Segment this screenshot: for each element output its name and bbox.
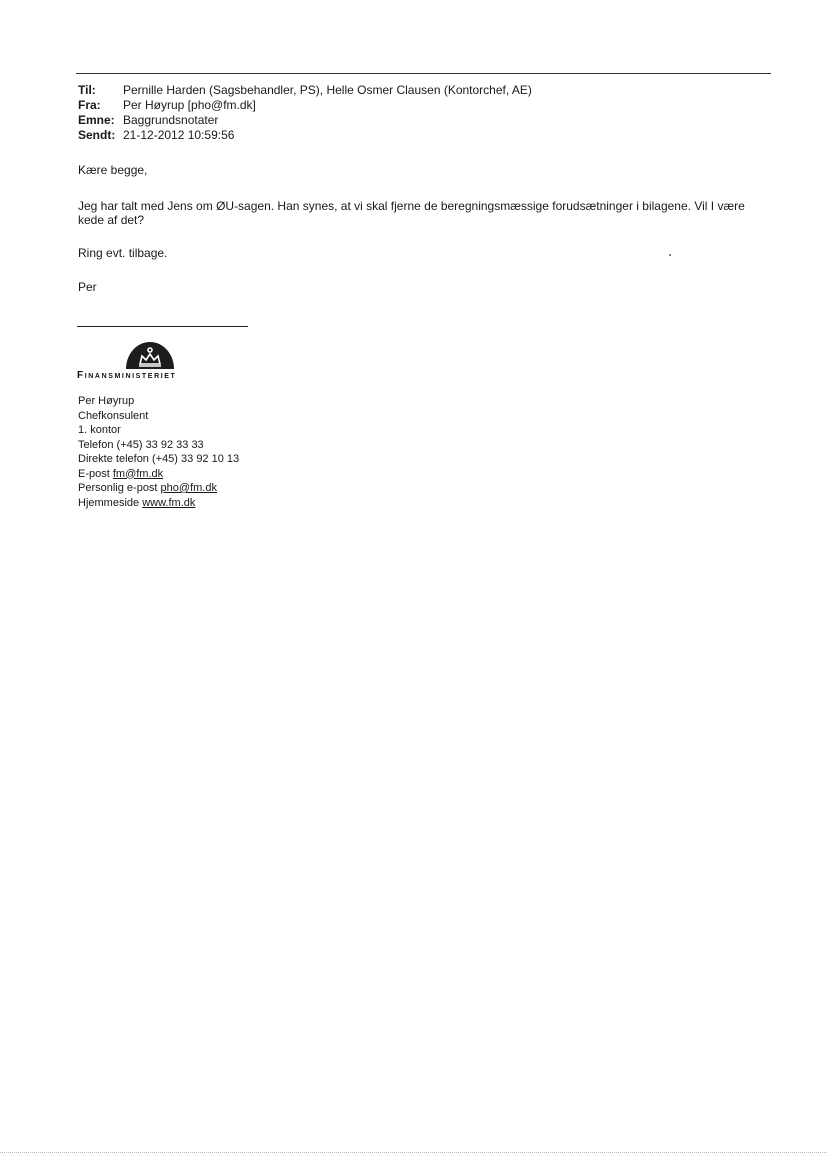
header-to-label: Til: — [78, 83, 96, 97]
email-ring-back: Ring evt. tilbage. — [78, 246, 168, 260]
scan-edge-line — [0, 1152, 827, 1153]
header-subject-value: Baggrundsnotater — [123, 113, 219, 127]
signature-phone: Telefon (+45) 33 92 33 33 — [78, 438, 204, 451]
signature-website-link[interactable]: www.fm.dk — [142, 496, 196, 509]
signature-divider — [77, 326, 248, 327]
signature-email-row — [78, 467, 239, 482]
email-headers — [78, 83, 532, 143]
signature-title: Chefkonsulent — [78, 409, 149, 422]
email-paragraph: Jeg har talt med Jens om ØU-sagen. Han synes, at vi skal fjerne de beregningsmæssige forudsætninger i bilagene. Vil I være kede af det? — [78, 199, 745, 227]
signature-personal-email-label: Personlig e-post — [78, 482, 161, 494]
signature-block — [78, 394, 239, 510]
signature-direct-phone: Direkte telefon (+45) 33 92 10 13 — [78, 453, 240, 465]
header-to-value: Pernille Harden (Sagsbehandler, PS), Helle Osmer Clausen (Kontorchef, AE) — [123, 83, 532, 97]
email-sign-off: Per — [78, 280, 97, 294]
header-sent — [78, 128, 532, 143]
header-subject-label: Emne: — [78, 113, 115, 127]
header-from-value: Per Høyrup [pho@fm.dk] — [123, 98, 256, 112]
crown-icon — [124, 338, 176, 370]
signature-personal-email-row — [78, 481, 239, 496]
ministry-logo-text: Finansministeriet — [77, 370, 177, 381]
signature-office: 1. kontor — [78, 424, 121, 436]
email-greeting: Kære begge, — [78, 163, 148, 177]
header-sent-value: 21-12-2012 10:59:56 — [123, 128, 235, 142]
header-sent-label: Sendt: — [78, 128, 116, 142]
signature-email-label: E-post — [78, 467, 113, 480]
signature-name: Per Høyrup — [78, 395, 135, 407]
header-from — [78, 98, 532, 113]
header-divider — [76, 73, 771, 74]
scan-speck — [669, 254, 671, 256]
signature-email-link[interactable]: fm@fm.dk — [112, 467, 164, 480]
header-to — [78, 83, 532, 98]
signature-personal-email-link[interactable]: pho@fm.dk — [160, 482, 217, 494]
signature-website-label: Hjemmeside — [78, 496, 143, 509]
header-from-label: Fra: — [78, 98, 101, 112]
header-subject — [78, 113, 532, 128]
signature-website-row — [78, 496, 239, 511]
